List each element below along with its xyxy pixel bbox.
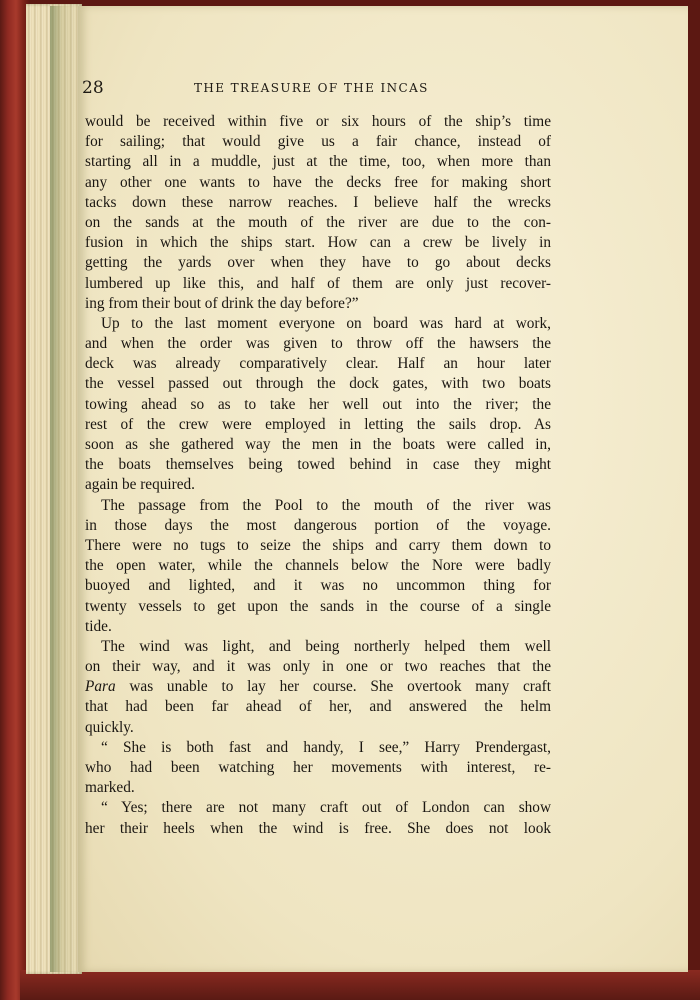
- body-text: [85, 112, 551, 839]
- text-line: twenty vessels to get upon the sands in the course of a single: [85, 597, 551, 615]
- text-line: and when the order was given to throw off the hawsers the: [85, 335, 551, 353]
- text-line: quickly.: [85, 718, 134, 736]
- text-line: the open water, while the channels below the Nore were badly: [85, 557, 551, 575]
- italic-ship-name: Para: [85, 678, 116, 696]
- text-line: getting the yards over when they have to go about decks: [85, 254, 551, 272]
- page-header: [82, 78, 532, 100]
- text-line: buoyed and lighted, and it was no uncommon thing for: [85, 577, 551, 595]
- text-line: tacks down these narrow reaches. I believe half the wrecks: [85, 193, 551, 211]
- text-line: [85, 677, 551, 697]
- text-line: who had been watching her movements with interest, re-: [85, 759, 551, 776]
- text-line: that had been far ahead of her, and answered the helm: [85, 698, 551, 716]
- running-head: THE TREASURE OF THE INCAS: [194, 81, 429, 95]
- text-line: fusion in which the ships start. How can a crew be lively in: [85, 234, 551, 252]
- text-line: on their way, and it was only in one or two reaches that the: [85, 658, 551, 676]
- text-line: on the sands at the mouth of the river are due to the con-: [85, 213, 551, 231]
- text-line: marked.: [85, 779, 135, 797]
- text-fragment: was unable to lay her course. She overtook many craft: [115, 678, 551, 696]
- text-line: for sailing; that would give us a fair chance, instead of: [85, 133, 551, 151]
- text-line: “ She is both fast and handy, I see,” Harry Prendergast,: [101, 738, 551, 756]
- text-line: again be required.: [85, 476, 195, 494]
- text-line: There were no tugs to seize the ships and carry them down to: [85, 536, 551, 554]
- text-line: her their heels when the wind is free. She does not look: [85, 819, 551, 837]
- page-gutter: [50, 6, 80, 972]
- page-number: 28: [82, 78, 104, 98]
- text-line: rest of the crew were employed in letting the sails drop. As: [85, 415, 551, 433]
- text-line: the boats themselves being towed behind in case they might: [85, 456, 551, 474]
- text-line: deck was already comparatively clear. Half an hour later: [85, 355, 551, 373]
- text-line: starting all in a muddle, just at the time, too, when more than: [85, 153, 551, 171]
- text-line: The wind was light, and being northerly helped them well: [101, 637, 551, 655]
- text-line: towing ahead so as to take her well out into the river; the: [85, 395, 551, 413]
- text-line: any other one wants to have the decks free for making short: [85, 173, 551, 191]
- text-line: the vessel passed out through the dock gates, with two boats: [85, 375, 551, 393]
- text-line: tide.: [85, 617, 112, 635]
- cover-edge: [20, 970, 700, 1000]
- text-line: “ Yes; there are not many craft out of London can show: [101, 799, 551, 817]
- text-line: The passage from the Pool to the mouth of the river was: [101, 496, 551, 514]
- text-line: would be received within five or six hours of the ship’s time: [85, 113, 551, 130]
- text-line: soon as she gathered way the men in the boats were called in,: [85, 436, 551, 453]
- text-line: in those days the most dangerous portion of the voyage.: [85, 516, 551, 534]
- text-line: lumbered up like this, and half of them are only just recover-: [85, 274, 551, 292]
- text-line: Up to the last moment everyone on board was hard at work,: [101, 314, 551, 332]
- text-line: ing from their bout of drink the day before?”: [85, 294, 359, 312]
